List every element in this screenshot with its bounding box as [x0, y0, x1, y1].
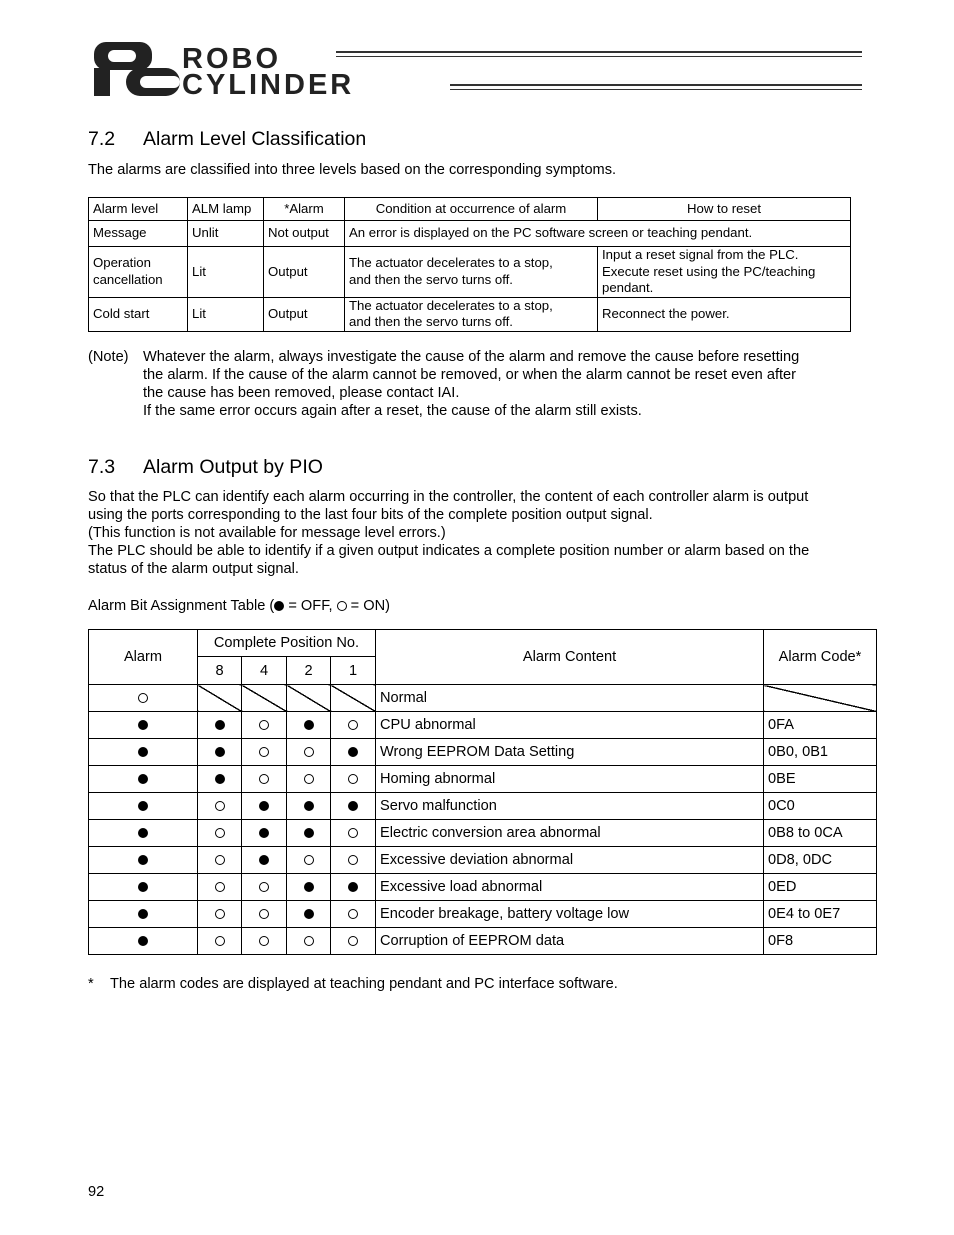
bit-cell	[89, 712, 198, 739]
header-position: Complete Position No.	[198, 630, 376, 657]
bit-cell	[242, 712, 287, 739]
cell-line: Operation	[93, 255, 151, 271]
bit-cell	[242, 793, 287, 820]
alarm-code-cell: 0D8, 0DC	[764, 847, 877, 874]
logo-rule-top	[336, 51, 862, 57]
open-circle-icon	[304, 774, 314, 784]
bit-cell	[331, 820, 376, 847]
note-line: Whatever the alarm, always investigate the cause of the alarm and remove the cause before resetting	[143, 349, 800, 365]
caption-text: = ON)	[346, 598, 390, 614]
section-title: Alarm Output by PIO	[143, 456, 323, 478]
bit-cell	[331, 928, 376, 955]
cell-line: Input a reset signal from the PLC.	[602, 247, 799, 262]
bit-cell	[287, 793, 331, 820]
table-header-row	[89, 630, 877, 657]
alarm-content-cell: CPU abnormal	[376, 712, 764, 739]
table-row	[89, 928, 877, 955]
cell-line: The actuator decelerates to a stop,	[349, 255, 553, 271]
bit-cell	[287, 820, 331, 847]
bit-cell	[242, 766, 287, 793]
cell-line: cancellation	[93, 271, 163, 287]
rc-logo-icon	[90, 40, 185, 100]
alarm-content-cell: Wrong EEPROM Data Setting	[376, 739, 764, 766]
bit-cell	[331, 793, 376, 820]
bit-cell	[89, 793, 198, 820]
bit-cell	[198, 847, 242, 874]
section-number: 7.2	[88, 128, 116, 150]
cell-alarm: Output	[264, 247, 345, 298]
open-circle-icon	[348, 720, 358, 730]
alarm-content-cell: Homing abnormal	[376, 766, 764, 793]
bit-cell	[89, 739, 198, 766]
filled-circle-icon	[138, 909, 148, 919]
cell-level: Cold start	[89, 297, 188, 331]
open-circle-icon	[337, 601, 347, 611]
bit-cell	[89, 901, 198, 928]
alarm-content-cell: Electric conversion area abnormal	[376, 820, 764, 847]
alarm-level-table	[88, 197, 851, 332]
section-title: Alarm Level Classification	[143, 128, 367, 150]
filled-circle-icon	[348, 882, 358, 892]
alarm-content-cell: Servo malfunction	[376, 793, 764, 820]
filled-circle-icon	[259, 828, 269, 838]
header-cell: *Alarm	[264, 198, 345, 221]
bit-cell	[331, 739, 376, 766]
bit-cell	[287, 901, 331, 928]
page-number: 92	[88, 1184, 105, 1200]
open-circle-icon	[348, 855, 358, 865]
bit-cell	[287, 739, 331, 766]
bit-cell	[287, 847, 331, 874]
bit-cell	[89, 928, 198, 955]
bit-cell	[198, 901, 242, 928]
open-circle-icon	[259, 720, 269, 730]
header-bit: 4	[242, 657, 287, 685]
filled-circle-icon	[304, 801, 314, 811]
paragraph-line: So that the PLC can identify each alarm occurring in the controller, the content of each controller alarm is output	[88, 489, 809, 505]
alarm-code-cell: 0B8 to 0CA	[764, 820, 877, 847]
header-code: Alarm Code*	[764, 630, 877, 685]
filled-circle-icon	[138, 882, 148, 892]
filled-circle-icon	[138, 720, 148, 730]
open-circle-icon	[215, 828, 225, 838]
filled-circle-icon	[304, 828, 314, 838]
table-row	[89, 847, 877, 874]
bit-cell	[331, 874, 376, 901]
table-row	[89, 297, 851, 331]
filled-circle-icon	[304, 720, 314, 730]
filled-circle-icon	[138, 936, 148, 946]
bit-cell	[89, 820, 198, 847]
empty-cell	[242, 685, 287, 712]
table-row	[89, 901, 877, 928]
open-circle-icon	[348, 774, 358, 784]
bit-cell	[331, 766, 376, 793]
alarm-code-cell: 0FA	[764, 712, 877, 739]
bit-cell	[198, 928, 242, 955]
filled-circle-icon	[138, 855, 148, 865]
bit-cell	[89, 685, 198, 712]
table-row	[89, 874, 877, 901]
open-circle-icon	[215, 936, 225, 946]
table-row	[89, 221, 851, 247]
cell-reset: Reconnect the power.	[598, 297, 851, 331]
filled-circle-icon	[348, 801, 358, 811]
note-line: If the same error occurs again after a reset, the cause of the alarm still exists.	[143, 403, 642, 419]
filled-circle-icon	[138, 774, 148, 784]
filled-circle-icon	[215, 747, 225, 757]
open-circle-icon	[304, 747, 314, 757]
open-circle-icon	[348, 828, 358, 838]
footnote-mark: *	[88, 976, 94, 992]
note-label: (Note)	[88, 349, 129, 365]
bit-cell	[242, 928, 287, 955]
filled-circle-icon	[274, 601, 284, 611]
header-cell: Condition at occurrence of alarm	[345, 198, 598, 221]
header-cell: How to reset	[598, 198, 851, 221]
paragraph-line: status of the alarm output signal.	[88, 561, 299, 577]
cell-lamp: Lit	[188, 247, 264, 298]
logo-word-robo: ROBO	[182, 43, 281, 75]
bit-cell	[242, 901, 287, 928]
bit-cell	[287, 874, 331, 901]
table-row	[89, 766, 877, 793]
section-7-2-intro: The alarms are classified into three levels based on the corresponding symptoms.	[88, 162, 617, 178]
paragraph-line: The PLC should be able to identify if a given output indicates a complete position number or alarm based on the	[88, 543, 810, 559]
filled-circle-icon	[304, 882, 314, 892]
header-bit: 8	[198, 657, 242, 685]
bit-cell	[331, 847, 376, 874]
filled-circle-icon	[259, 801, 269, 811]
alarm-content-cell: Excessive load abnormal	[376, 874, 764, 901]
filled-circle-icon	[138, 828, 148, 838]
bit-cell	[198, 739, 242, 766]
section-7-2-heading	[88, 128, 366, 151]
table-row	[89, 712, 877, 739]
cell-level	[89, 247, 188, 298]
cell-lamp: Unlit	[188, 221, 264, 247]
header-cell: Alarm level	[89, 198, 188, 221]
empty-cell	[331, 685, 376, 712]
bit-cell	[287, 712, 331, 739]
bit-cell	[287, 928, 331, 955]
alarm-code-cell: 0BE	[764, 766, 877, 793]
bit-cell	[198, 712, 242, 739]
open-circle-icon	[138, 693, 148, 703]
filled-circle-icon	[215, 720, 225, 730]
bit-cell	[287, 766, 331, 793]
paragraph-line: using the ports corresponding to the last four bits of the complete position output signal.	[88, 507, 653, 523]
cell-lamp: Lit	[188, 297, 264, 331]
bit-cell	[331, 712, 376, 739]
table-row	[89, 793, 877, 820]
filled-circle-icon	[348, 747, 358, 757]
alarm-code-cell: 0ED	[764, 874, 877, 901]
section-number: 7.3	[88, 456, 116, 478]
cell-reset	[598, 247, 851, 298]
open-circle-icon	[215, 855, 225, 865]
alarm-code-cell: 0C0	[764, 793, 877, 820]
logo-word-cylinder: CYLINDER	[182, 69, 355, 101]
footnote: The alarm codes are displayed at teaching pendant and PC interface software.	[110, 976, 618, 992]
open-circle-icon	[259, 882, 269, 892]
caption-text: Alarm Bit Assignment Table (	[88, 598, 275, 614]
header-content: Alarm Content	[376, 630, 764, 685]
open-circle-icon	[348, 909, 358, 919]
alarm-content-cell: Corruption of EEPROM data	[376, 928, 764, 955]
bit-cell	[242, 847, 287, 874]
filled-circle-icon	[304, 909, 314, 919]
cell-level: Message	[89, 221, 188, 247]
table-header-row	[89, 198, 851, 221]
alarm-bit-assignment-table	[88, 629, 877, 955]
table-row	[89, 820, 877, 847]
empty-cell	[287, 685, 331, 712]
open-circle-icon	[215, 909, 225, 919]
alarm-content-cell: Encoder breakage, battery voltage low	[376, 901, 764, 928]
bit-cell	[89, 847, 198, 874]
header-alarm: Alarm	[89, 630, 198, 685]
filled-circle-icon	[138, 747, 148, 757]
alarm-code-cell: 0B0, 0B1	[764, 739, 877, 766]
cell-line: and then the servo turns off.	[349, 314, 513, 329]
caption-text: = OFF,	[284, 598, 337, 614]
table-row	[89, 685, 877, 712]
filled-circle-icon	[215, 774, 225, 784]
table-row	[89, 739, 877, 766]
cell-condition: An error is displayed on the PC software screen or teaching pendant.	[345, 221, 851, 247]
alarm-code-cell: 0E4 to 0E7	[764, 901, 877, 928]
open-circle-icon	[259, 774, 269, 784]
bit-cell	[198, 793, 242, 820]
cell-line: The actuator decelerates to a stop,	[349, 297, 553, 313]
alarm-content-cell: Normal	[376, 685, 764, 712]
bit-cell	[198, 766, 242, 793]
bit-cell	[89, 874, 198, 901]
cell-alarm: Not output	[264, 221, 345, 247]
section-7-3-heading	[88, 456, 323, 479]
table-caption	[88, 597, 390, 615]
bit-cell	[198, 820, 242, 847]
bit-cell	[89, 766, 198, 793]
robo-cylinder-logo	[90, 40, 870, 100]
cell-line: pendant.	[602, 280, 654, 295]
filled-circle-icon	[259, 855, 269, 865]
open-circle-icon	[304, 936, 314, 946]
cell-line: and then the servo turns off.	[349, 271, 513, 287]
bit-cell	[242, 874, 287, 901]
open-circle-icon	[259, 747, 269, 757]
cell-condition	[345, 297, 598, 331]
alarm-code-cell: 0F8	[764, 928, 877, 955]
open-circle-icon	[348, 936, 358, 946]
paragraph-line: (This function is not available for message level errors.)	[88, 525, 446, 541]
header-cell: ALM lamp	[188, 198, 264, 221]
bit-cell	[242, 820, 287, 847]
open-circle-icon	[304, 855, 314, 865]
table-row	[89, 247, 851, 298]
alarm-table-body	[89, 685, 877, 955]
cell-condition	[345, 247, 598, 298]
open-circle-icon	[259, 909, 269, 919]
filled-circle-icon	[138, 801, 148, 811]
open-circle-icon	[215, 882, 225, 892]
header-bit: 1	[331, 657, 376, 685]
bit-cell	[331, 901, 376, 928]
empty-cell	[764, 685, 877, 712]
note-line: the cause has been removed, please contact IAI.	[143, 385, 460, 401]
open-circle-icon	[259, 936, 269, 946]
header-bit: 2	[287, 657, 331, 685]
bit-cell	[198, 874, 242, 901]
logo-rule-bottom	[450, 84, 862, 90]
note-line: the alarm. If the cause of the alarm cannot be removed, or when the alarm cannot be reset even after	[143, 367, 797, 383]
open-circle-icon	[215, 801, 225, 811]
alarm-content-cell: Excessive deviation abnormal	[376, 847, 764, 874]
cell-alarm: Output	[264, 297, 345, 331]
cell-line: Execute reset using the PC/teaching	[602, 263, 816, 279]
bit-cell	[242, 739, 287, 766]
empty-cell	[198, 685, 242, 712]
